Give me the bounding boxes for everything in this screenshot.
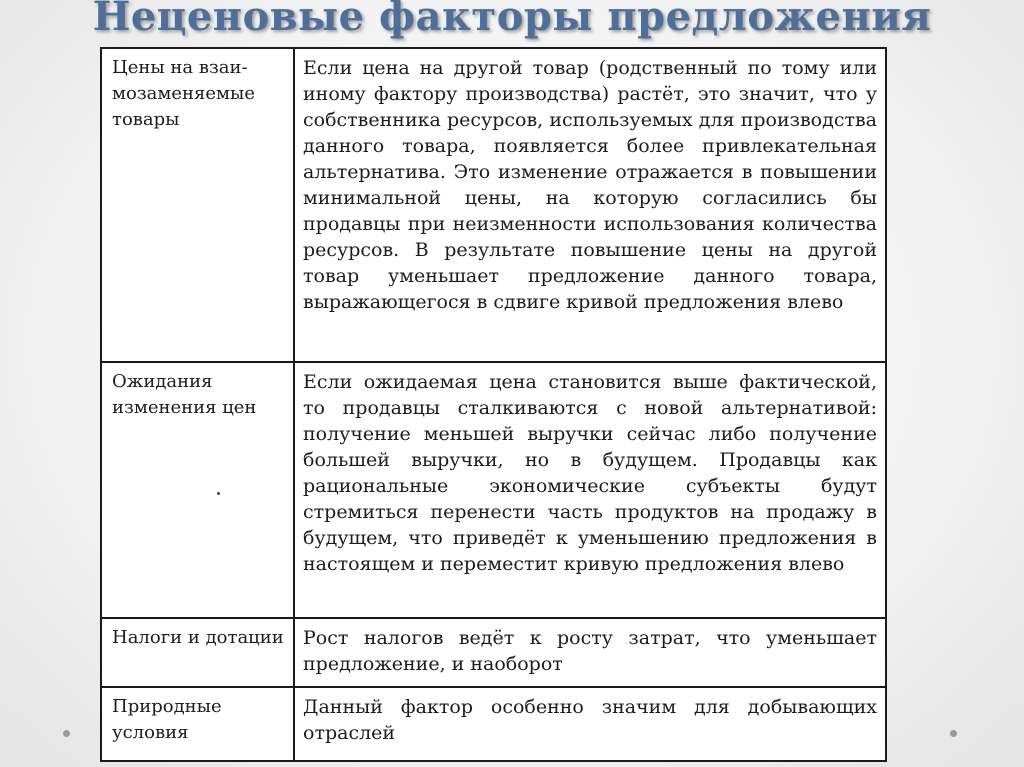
factor-cell: Цены на взаимозаменяемые товары bbox=[101, 48, 294, 362]
scan-speck bbox=[217, 492, 220, 495]
factors-table bbox=[100, 47, 887, 762]
description-cell: Если цена на другой товар (родственный по тому или иному фактору производства) растёт, это значит, что у собственника ресурсов, используемых для производства данного товара, появляется более привлекательная альтернатива. Это изменение отражается в повышении минимальной цены, на которую согласились бы продавцы при неизменности использования количества ресурсов. В результате повышение цены на другой товар уменьшает предложение данного товара, выражающегося в сдвиге кривой предложения влево bbox=[294, 48, 886, 362]
slide-nav-left-dot bbox=[63, 730, 70, 737]
table-row bbox=[101, 618, 886, 687]
slide-title: Неценовые факторы предложения bbox=[92, 0, 932, 40]
description-cell: Рост налогов ведёт к росту затрат, что уменьшает предложение, и наоборот bbox=[294, 618, 886, 687]
table-row bbox=[101, 48, 886, 362]
description-cell: Если ожидаемая цена становится выше фактической, то продавцы сталкиваются с новой альтернативой: получение меньшей выручки сейчас либо получение большей выручки, но в будущем. Продавцы как рациональные экономические субъекты будут стремиться перенести часть продуктов на продажу в будущем, что приведёт к уменьшению предложения в настоящем и переместит кривую предложения влево bbox=[294, 362, 886, 618]
scanned-table-image bbox=[100, 47, 887, 760]
factor-cell: Ожидания изменения цен bbox=[101, 362, 294, 618]
description-cell: Данный фактор особенно значим для добывающих отраслей bbox=[294, 687, 886, 761]
table-row bbox=[101, 362, 886, 618]
factor-cell: Налоги и дотации bbox=[101, 618, 294, 687]
factor-cell: Природные условия bbox=[101, 687, 294, 761]
table-row bbox=[101, 687, 886, 761]
slide-nav-right-dot bbox=[950, 730, 957, 737]
